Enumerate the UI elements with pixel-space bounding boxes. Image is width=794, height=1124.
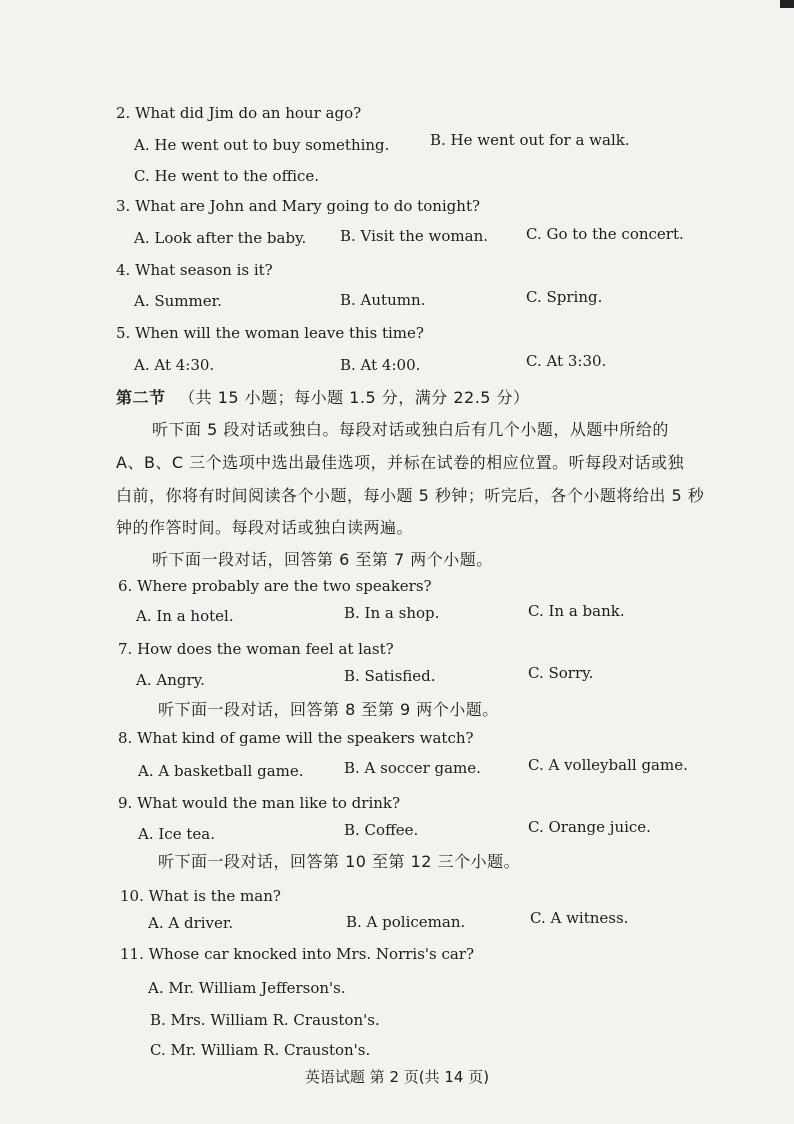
question-5: 5. When will the woman leave this time? (116, 324, 424, 342)
question-2: 2. What did Jim do an hour ago? (116, 104, 362, 122)
question-6-option-c: C. In a bank. (528, 602, 625, 620)
question-5-option-a: A. At 4:30. (134, 356, 215, 374)
question-6-option-b: B. In a shop. (344, 604, 440, 622)
question-7-option-c: C. Sorry. (528, 664, 594, 682)
question-9: 9. What would the man like to drink? (118, 794, 401, 812)
question-3: 3. What are John and Mary going to do tonight? (116, 197, 481, 215)
question-4-option-a: A. Summer. (134, 292, 222, 310)
question-2-option-c: C. He went to the office. (134, 167, 320, 185)
direction-6-7: 听下面一段对话，回答第 6 至第 7 两个小题。 (152, 550, 493, 569)
question-8-option-b: B. A soccer game. (344, 759, 481, 777)
question-6-option-a: A. In a hotel. (136, 607, 234, 625)
question-10-option-c: C. A witness. (530, 909, 629, 927)
section-info: （共 15 小题；每小题 1.5 分，满分 22.5 分） (179, 388, 530, 407)
question-11: 11. Whose car knocked into Mrs. Norris's car? (120, 945, 475, 963)
question-9-option-a: A. Ice tea. (138, 825, 215, 843)
question-8-option-c: C. A volleyball game. (528, 756, 688, 774)
instruction-line: 白前，你将有时间阅读各个小题，每小题 5 秒钟；听完后，各个小题将给出 5 秒 (116, 486, 705, 505)
question-11-option-b: B. Mrs. William R. Crauston's. (150, 1011, 380, 1029)
question-2-option-b: B. He went out for a walk. (430, 131, 630, 149)
instruction-line: 钟的作答时间。每段对话或独白读两遍。 (116, 518, 414, 537)
section-heading (116, 385, 530, 408)
question-10-option-b: B. A policeman. (346, 913, 466, 931)
question-5-option-c: C. At 3:30. (526, 352, 607, 370)
question-9-option-c: C. Orange juice. (528, 818, 651, 836)
direction-8-9: 听下面一段对话，回答第 8 至第 9 两个小题。 (158, 700, 499, 719)
instruction-line: A、B、C 三个选项中选出最佳选项，并标在试卷的相应位置。听每段对话或独 (116, 453, 685, 472)
question-8-option-a: A. A basketball game. (138, 762, 304, 780)
question-3-option-a: A. Look after the baby. (134, 229, 307, 247)
question-10-option-a: A. A driver. (148, 914, 234, 932)
question-5-option-b: B. At 4:00. (340, 356, 421, 374)
question-11-option-c: C. Mr. William R. Crauston's. (150, 1041, 371, 1059)
question-10: 10. What is the man? (120, 887, 281, 905)
direction-10-12: 听下面一段对话，回答第 10 至第 12 三个小题。 (158, 852, 521, 871)
question-7: 7. How does the woman feel at last? (118, 640, 394, 658)
question-3-option-b: B. Visit the woman. (340, 227, 489, 245)
question-7-option-b: B. Satisfied. (344, 667, 436, 685)
question-7-option-a: A. Angry. (136, 671, 205, 689)
question-2-option-a: A. He went out to buy something. (134, 136, 390, 154)
page-footer: 英语试题 第 2 页(共 14 页) (304, 1068, 490, 1086)
question-4-option-b: B. Autumn. (340, 291, 426, 309)
question-6: 6. Where probably are the two speakers? (118, 577, 432, 595)
instruction-line: 听下面 5 段对话或独白。每段对话或独白后有几个小题，从题中所给的 (152, 420, 669, 439)
corner-mark (780, 0, 794, 8)
section-title: 第二节 (116, 388, 166, 407)
question-4-option-c: C. Spring. (526, 288, 603, 306)
question-3-option-c: C. Go to the concert. (526, 225, 684, 243)
question-11-option-a: A. Mr. William Jefferson's. (148, 979, 346, 997)
question-4: 4. What season is it? (116, 261, 273, 279)
question-8: 8. What kind of game will the speakers watch? (118, 729, 474, 747)
question-9-option-b: B. Coffee. (344, 821, 419, 839)
